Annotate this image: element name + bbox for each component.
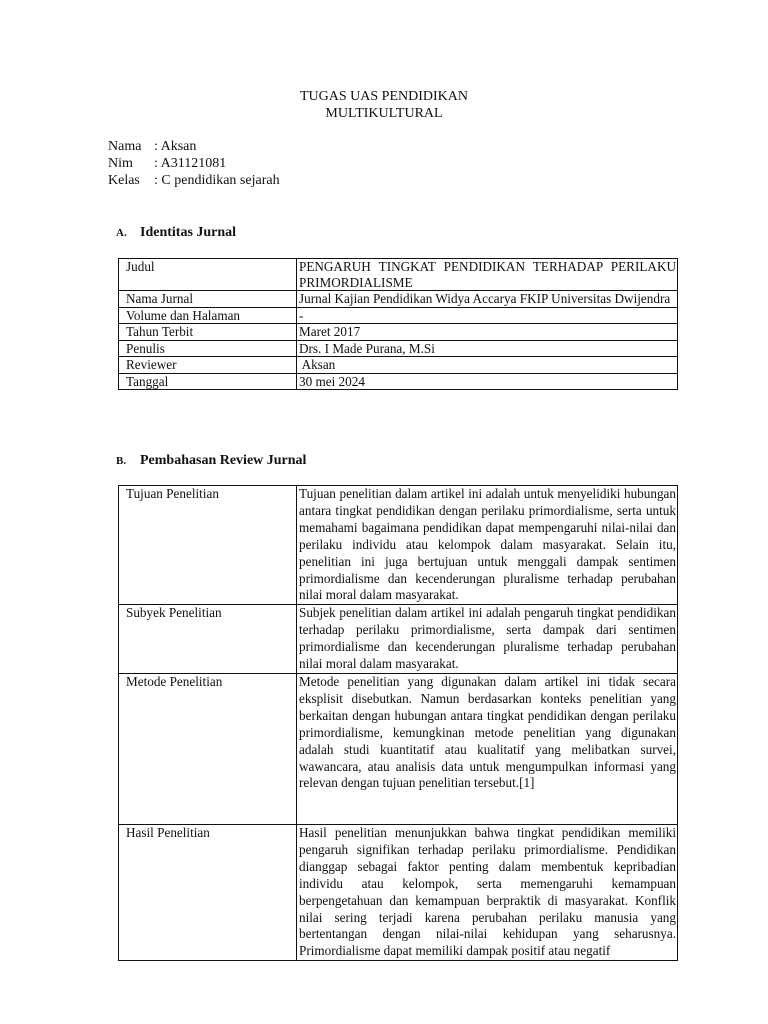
student-name-row bbox=[108, 138, 196, 155]
research-result-value: Hasil penelitian menunjukkan bahwa tingkat pendidikan memiliki pengaruh signifikan terhadap perilaku primordialisme. Pendidikan dianggap sebagai faktor penting dalam membentuk kepribadian individu atau kelompok, serta memengaruhi kemampuan berpengetahuan dan kemampuan berpraktik di masyarakat. Konflik nilai sering terjadi karena perubahan perilaku manusia yang bertentangan dengan nilai-nilai kehidupan yang seharusnya. Primordialisme dapat memiliki dampak positif atau negatif bbox=[297, 824, 678, 960]
date-value: 30 mei 2024 bbox=[297, 373, 678, 390]
section-b-title: Pembahasan Review Jurnal bbox=[140, 453, 307, 468]
student-nim-label: Nim bbox=[108, 156, 133, 171]
table-row bbox=[119, 373, 678, 390]
author-value: Drs. I Made Purana, M.Si bbox=[297, 340, 678, 357]
table-row bbox=[119, 605, 678, 674]
reviewer-value: Aksan bbox=[297, 357, 678, 374]
table-row bbox=[119, 673, 678, 824]
reviewer-label: Reviewer bbox=[119, 357, 297, 374]
document-title-line-2: MULTIKULTURAL bbox=[325, 106, 443, 121]
section-a-letter: A. bbox=[116, 227, 127, 239]
author-label: Penulis bbox=[119, 340, 297, 357]
date-label: Tanggal bbox=[119, 373, 297, 390]
student-nim-value: : A31121081 bbox=[154, 156, 227, 171]
research-purpose-label: Tujuan Penelitian bbox=[119, 486, 297, 605]
journal-title-value: PENGARUH TINGKAT PENDIDIKAN TERHADAP PERILAKU PRIMORDIALISME bbox=[297, 259, 678, 291]
research-subject-value: Subjek penelitian dalam artikel ini adalah pengaruh tingkat pendidikan terhadap perilaku primordialisme, serta dampak dari sentimen primordialisme dan kecenderungan pluralisme terhadap perubahan nilai moral dalam masyarakat. bbox=[297, 605, 678, 674]
student-class-label: Kelas bbox=[108, 173, 140, 188]
table-row bbox=[119, 291, 678, 308]
table-row bbox=[119, 259, 678, 291]
table-row bbox=[119, 486, 678, 605]
publish-year-label: Tahun Terbit bbox=[119, 324, 297, 341]
research-subject-label: Subyek Penelitian bbox=[119, 605, 297, 674]
student-name-value: : Aksan bbox=[154, 139, 197, 154]
publish-year-value: Maret 2017 bbox=[297, 324, 678, 341]
table-row bbox=[119, 340, 678, 357]
volume-pages-value: - bbox=[297, 307, 678, 324]
table-row bbox=[119, 307, 678, 324]
table-row bbox=[119, 357, 678, 374]
research-result-label: Hasil Penelitian bbox=[119, 824, 297, 960]
research-purpose-value: Tujuan penelitian dalam artikel ini adalah untuk menyelidiki hubungan antara tingkat pendidikan dengan perilaku primordialisme, serta untuk memahami bagaimana pendidikan dapat mempengaruhi nilai-nilai dan perilaku individu atau kelompok dalam masyarakat. Selain itu, penelitian ini juga bertujuan untuk menggali dampak sentimen primordialisme dan kecenderungan pluralisme terhadap perubahan nilai moral dalam masyarakat. bbox=[297, 486, 678, 605]
table-row bbox=[119, 824, 678, 960]
document-title-line-1: TUGAS UAS PENDIDIKAN bbox=[300, 89, 468, 104]
volume-pages-label: Volume dan Halaman bbox=[119, 307, 297, 324]
journal-title-label: Judul bbox=[119, 259, 297, 291]
section-a-title: Identitas Jurnal bbox=[140, 225, 237, 240]
section-b-letter: B. bbox=[116, 455, 127, 467]
journal-review-table bbox=[118, 485, 678, 961]
table-row bbox=[119, 324, 678, 341]
journal-identity-table bbox=[118, 258, 678, 390]
section-a-heading bbox=[116, 224, 236, 242]
student-nim-row bbox=[108, 155, 226, 172]
section-b-heading bbox=[116, 452, 306, 470]
journal-name-value: Jurnal Kajian Pendidikan Widya Accarya FKIP Universitas Dwijendra bbox=[297, 291, 678, 308]
student-class-value: : C pendidikan sejarah bbox=[154, 173, 280, 188]
student-class-row bbox=[108, 172, 280, 189]
research-method-label: Metode Penelitian bbox=[119, 673, 297, 824]
research-method-value: Metode penelitian yang digunakan dalam artikel ini tidak secara eksplisit disebutkan. Namun berdasarkan konteks penelitian yang berkaitan dengan hubungan antara tingkat pendidikan dengan perilaku primordialisme, kemungkinan metode penelitian yang digunakan adalah studi kuantitatif atau kualitatif yang melibatkan survei, wawancara, atau analisis data untuk mengumpulkan informasi yang relevan dengan tujuan penelitian tersebut.[1] bbox=[297, 673, 678, 824]
student-name-label: Nama bbox=[108, 139, 142, 154]
journal-name-label: Nama Jurnal bbox=[119, 291, 297, 308]
